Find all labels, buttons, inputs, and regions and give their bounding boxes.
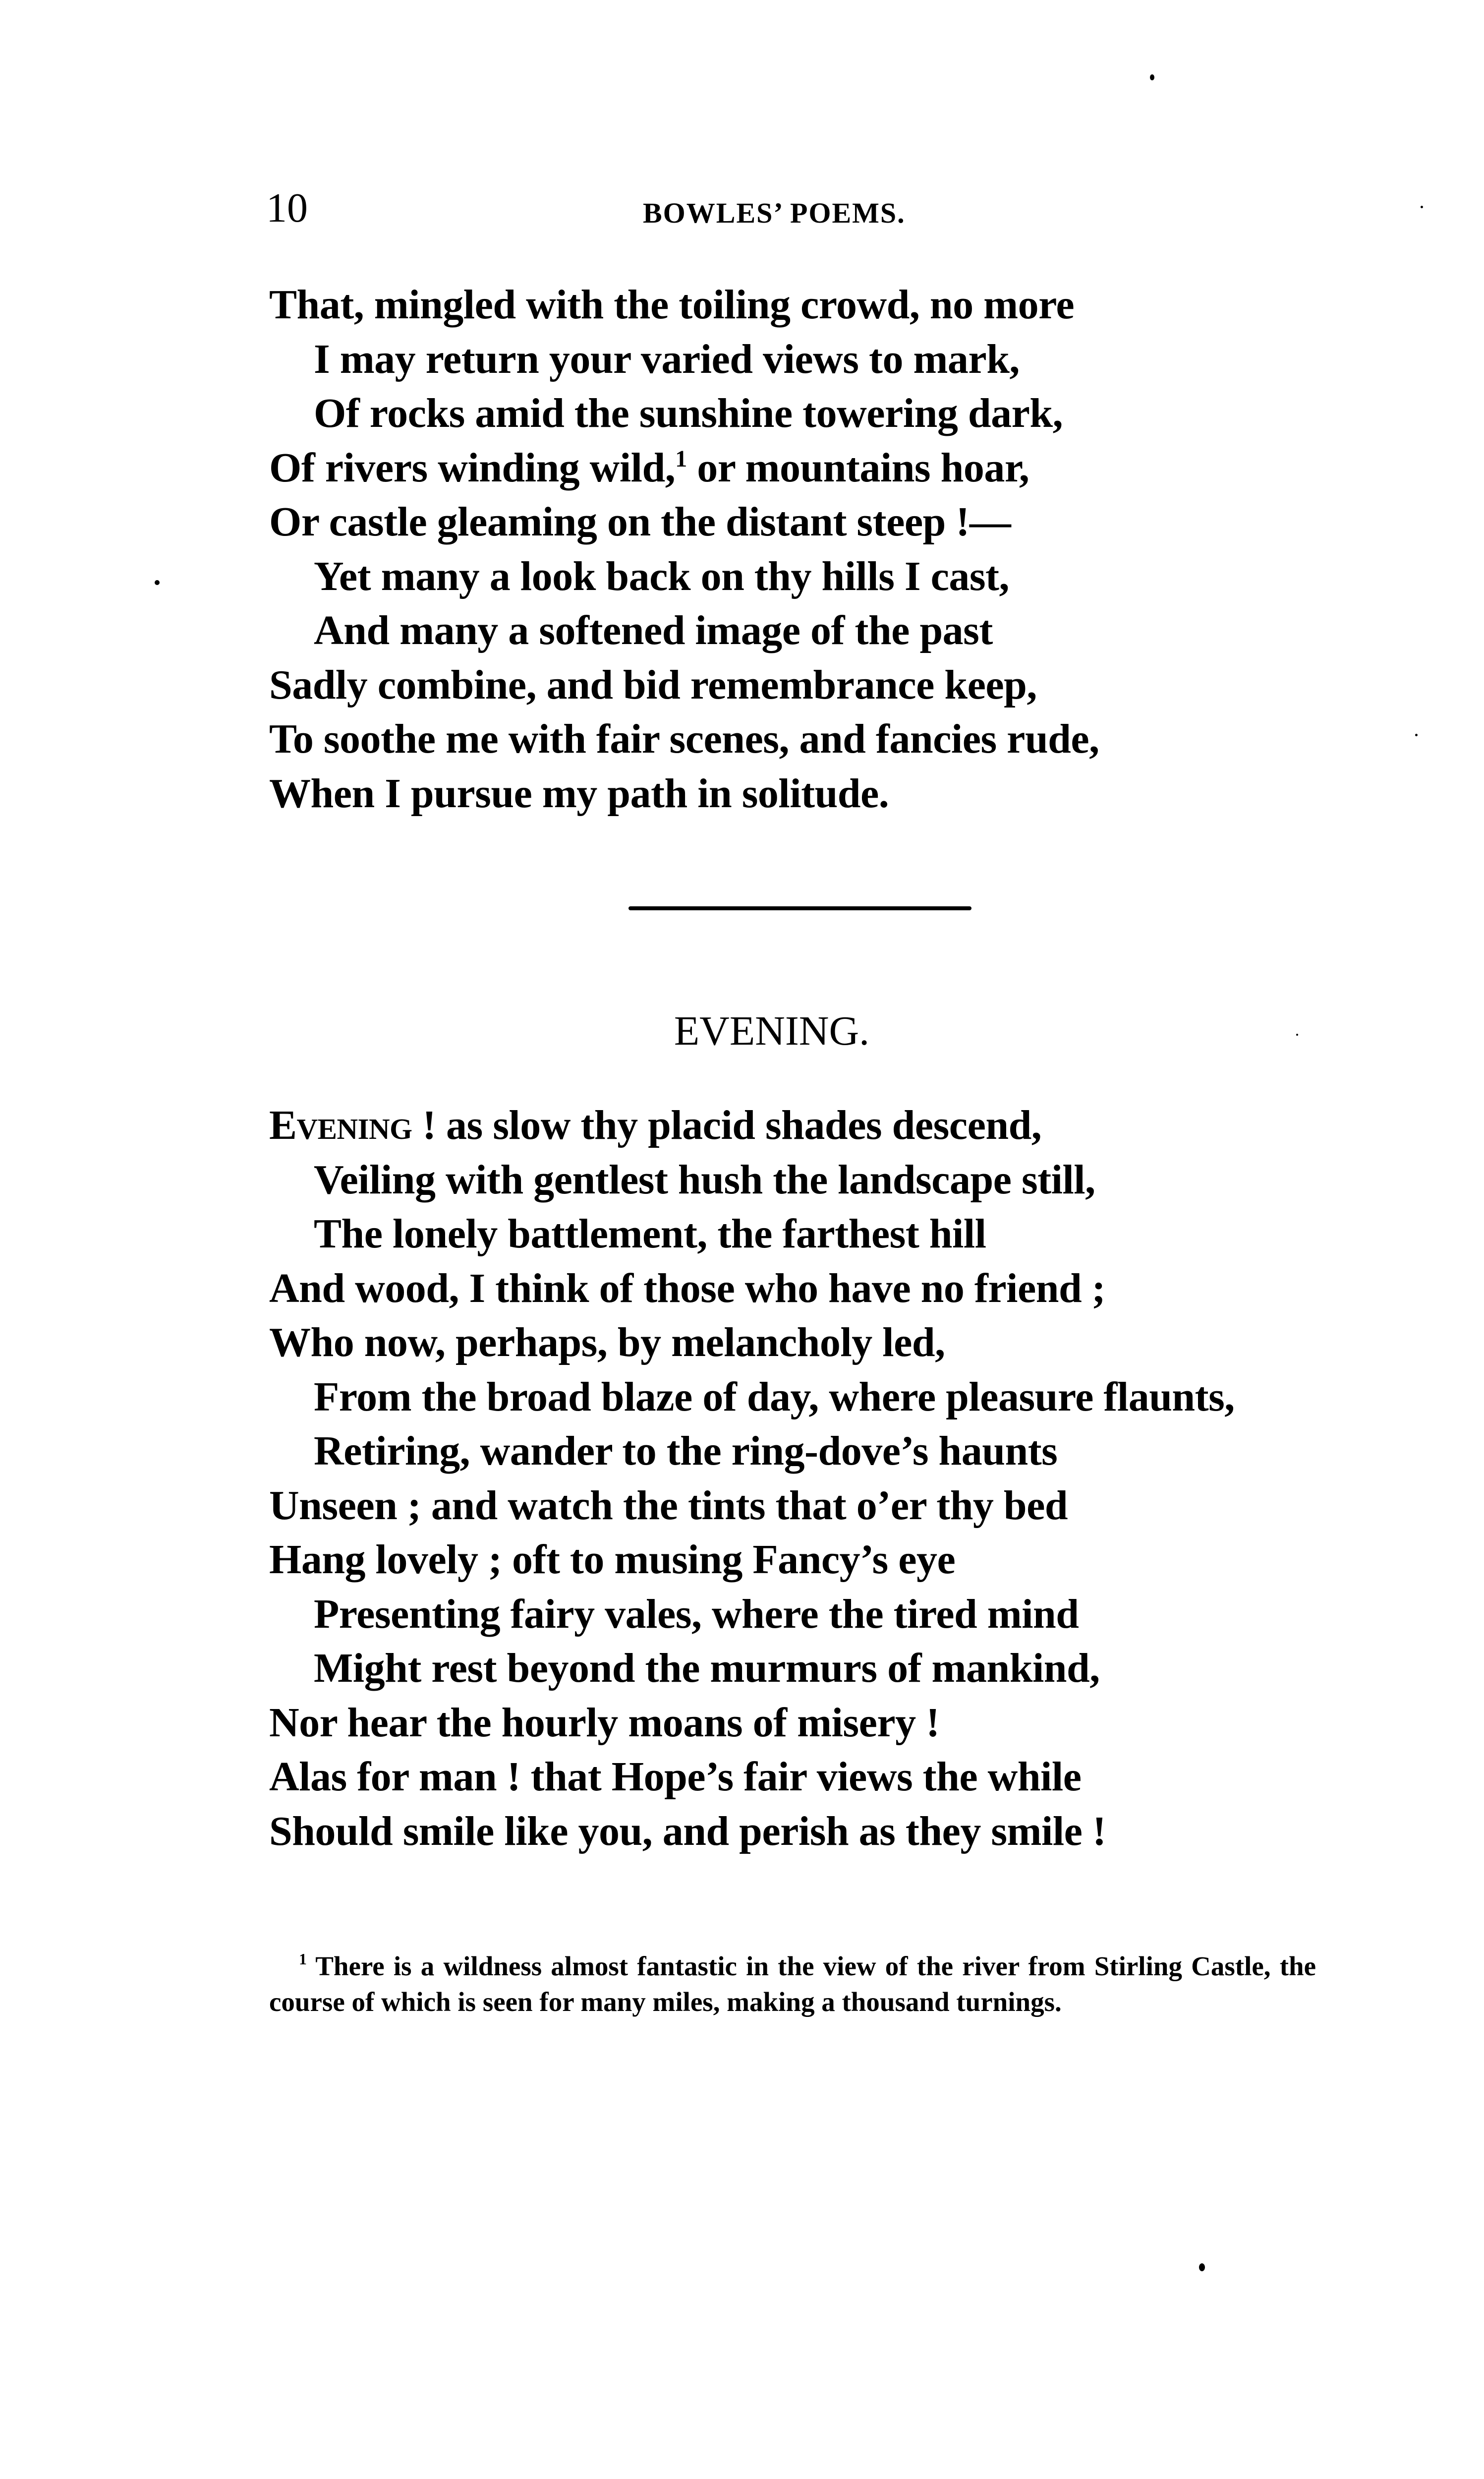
running-head-title: BOWLES’ POEMS. [643,197,906,229]
footnote-text: There is a wildness almost fantastic in the view of the river from Stirling Castle, the course of which is seen for many miles, making a thousand turnings. [269,1951,1316,2017]
verse-line [269,1261,1384,1316]
verse-line [269,1098,1384,1153]
poem-title: EVENING. [674,1008,870,1054]
verse-text: Veiling with gentlest hush the landscape still, [314,1156,1095,1203]
verse-line [269,278,1384,332]
verse-text: That, mingled with the toiling crowd, no more [269,282,1075,328]
verse-text: And wood, I think of those who have no friend ; [269,1265,1106,1311]
verse-text: Of rivers winding wild, [269,444,676,491]
footnote-marker: 1 [299,1950,307,1968]
footnote [269,1948,1316,2020]
scan-speck [1421,206,1423,208]
footnote-reference[interactable]: 1 [675,445,687,472]
section-divider-rule [628,906,971,910]
verse-line [269,1478,1384,1533]
verse-line [269,1641,1384,1696]
scan-speck [1199,2263,1205,2271]
verse-text: Retiring, wander to the ring-dove’s haunts [314,1428,1058,1474]
verse-text: Sadly combine, and bid remembrance keep, [269,661,1037,708]
verse-text: Alas for man ! that Hope’s fair views the while [269,1754,1082,1800]
verse-line [269,1804,1384,1859]
verse-text: And many a softened image of the past [314,607,993,653]
verse-text: Or castle gleaming on the distant steep !— [269,499,1011,545]
scan-speck [1296,1034,1298,1036]
verse-line [269,1207,1384,1261]
verse-text: or mountains hoar, [686,444,1029,491]
verse-text: Should smile like you, and perish as they smile ! [269,1808,1106,1854]
verse-line [269,1696,1384,1750]
verse-text: Presenting fairy vales, where the tired mind [314,1591,1079,1637]
verse-line [269,603,1384,658]
scan-speck [1150,74,1154,80]
verse-text: From the broad blaze of day, where pleasure flaunts, [314,1373,1235,1420]
verse-text: Yet many a look back on thy hills I cast, [314,553,1010,599]
verse-text: Hang lovely ; oft to musing Fancy’s eye [269,1536,956,1583]
running-head [266,183,1317,233]
verse-line [269,1587,1384,1642]
verse-text: Might rest beyond the murmurs of mankind, [314,1645,1100,1691]
verse-text: Nor hear the hourly moans of misery ! [269,1699,940,1746]
stanza-continued [269,278,1384,821]
verse-line [269,712,1384,767]
verse-line [269,441,1384,495]
verse-text: Of rocks amid the sunshine towering dark, [314,390,1063,436]
verse-line [269,1370,1384,1424]
verse-text: Unseen ; and watch the tints that o’er thy bed [269,1482,1068,1529]
verse-line [269,1315,1384,1370]
verse-text: I may return your varied views to mark, [314,336,1020,382]
footnote-body [269,1948,1316,2020]
verse-line [269,1533,1384,1587]
verse-line [269,549,1384,604]
verse-text: To soothe me with fair scenes, and fancies rude, [269,716,1099,762]
verse-text: ! as slow thy placid shades descend, [412,1102,1042,1148]
opening-word: Evening [269,1102,412,1148]
poem-evening [269,1098,1384,1858]
verse-line [269,767,1384,821]
verse-text: When I pursue my path in solitude. [269,770,889,817]
scan-speck [155,580,160,585]
verse-line [269,386,1384,441]
verse-line [269,1153,1384,1207]
verse-line [269,658,1384,712]
verse-line [269,1750,1384,1804]
verse-text: The lonely battlement, the farthest hill [314,1211,986,1257]
verse-line [269,495,1384,549]
verse-line [269,332,1384,387]
page-number: 10 [266,185,308,231]
verse-line [269,1424,1384,1478]
scan-speck [1415,734,1418,736]
verse-text: Who now, perhaps, by melancholy led, [269,1319,945,1365]
